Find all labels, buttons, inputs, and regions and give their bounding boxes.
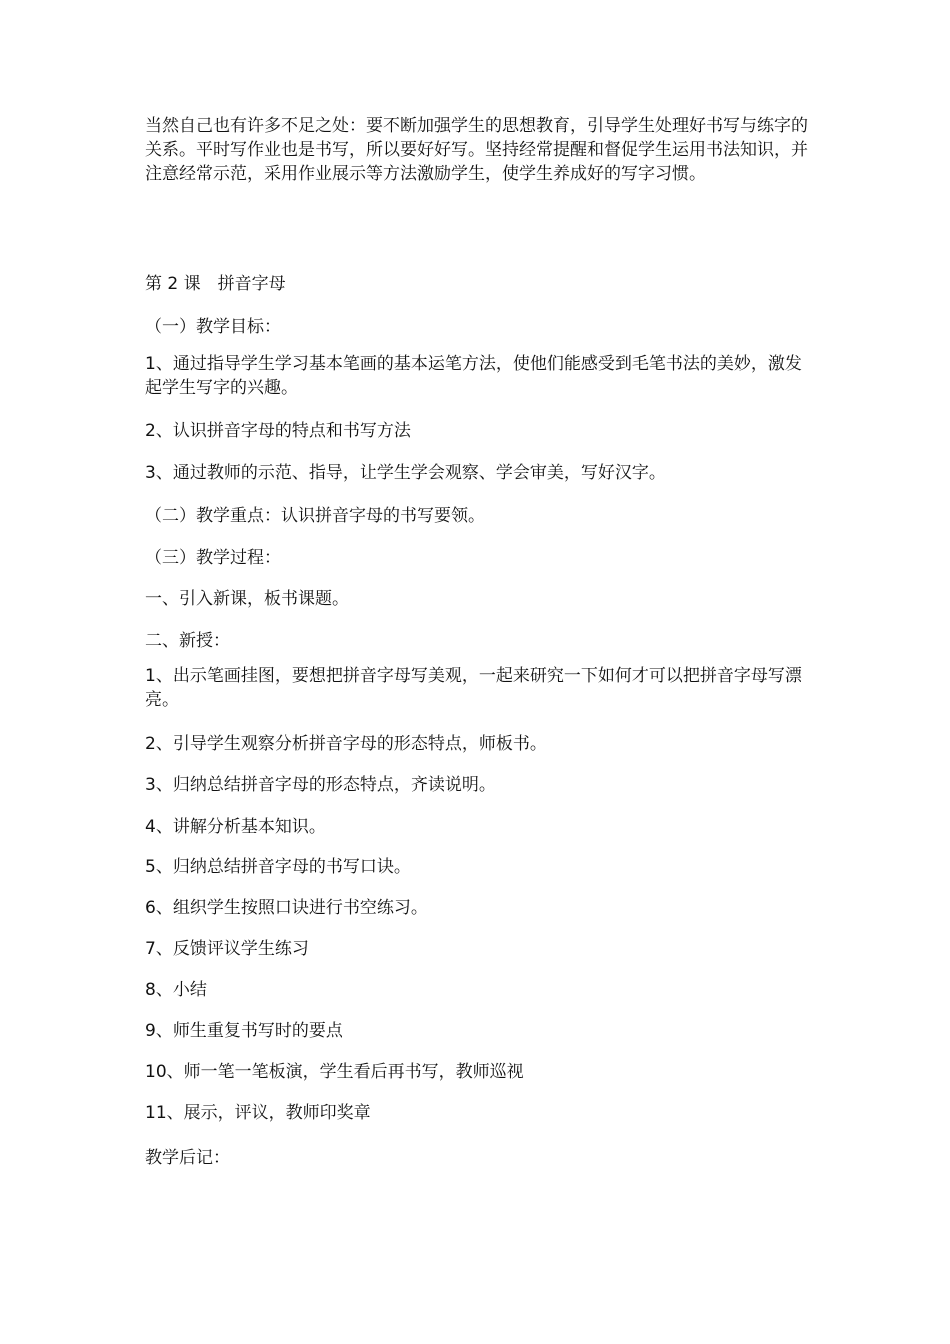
process-heading: （三）教学过程： [145, 548, 281, 568]
step-one: 一、引入新课，板书课题。 [145, 589, 349, 609]
process-item: 10、师一笔一笔板演，学生看后再书写，教师巡视 [145, 1062, 524, 1082]
intro-paragraph: 当然自己也有许多不足之处：要不断加强学生的思想教育，引导学生处理好书写与练字的关系。平时写作业也是书写，所以要好好写。坚持经常提醒和督促学生运用书法知识，并注意经常示范，采用作业展示等方法激励学生，使学生养成好的写字习惯。 [145, 116, 808, 184]
objectives-heading: （一）教学目标： [145, 317, 281, 337]
process-item: 3、归纳总结拼音字母的形态特点，齐读说明。 [145, 775, 496, 795]
step-two: 二、新授： [145, 631, 230, 651]
process-item: 4、讲解分析基本知识。 [145, 817, 326, 837]
objective-item: 3、通过教师的示范、指导，让学生学会观察、学会审美，写好汉字。 [145, 463, 666, 483]
objective-item: 2、认识拼音字母的特点和书写方法 [145, 421, 411, 441]
process-item: 1、出示笔画挂图，要想把拼音字母写美观，一起来研究一下如何才可以把拼音字母写漂亮。 [145, 666, 802, 710]
process-item: 2、引导学生观察分析拼音字母的形态特点，师板书。 [145, 734, 547, 754]
afterword-label: 教学后记： [145, 1148, 230, 1168]
process-item: 7、反馈评议学生练习 [145, 939, 309, 959]
key-point: （二）教学重点：认识拼音字母的书写要领。 [145, 506, 485, 526]
process-item: 5、归纳总结拼音字母的书写口诀。 [145, 857, 411, 877]
process-item: 11、展示，评议，教师印奖章 [145, 1103, 371, 1123]
process-item: 6、组织学生按照口诀进行书空练习。 [145, 898, 428, 918]
process-item: 9、师生重复书写时的要点 [145, 1021, 343, 1041]
lesson-title: 第 2 课 拼音字母 [145, 274, 286, 294]
objective-item: 1、通过指导学生学习基本笔画的基本运笔方法，使他们能感受到毛笔书法的美妙，激发起学生写字的兴趣。 [145, 354, 802, 398]
process-item: 8、小结 [145, 980, 207, 1000]
